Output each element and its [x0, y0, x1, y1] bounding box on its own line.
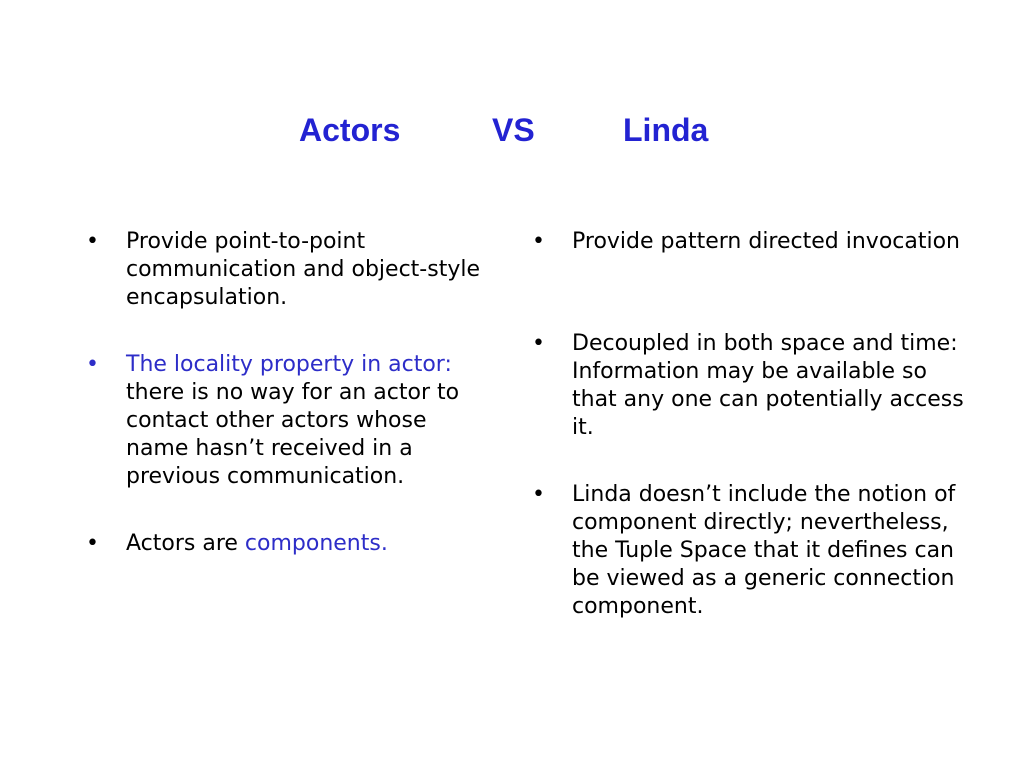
bullet-dot-icon: • — [86, 352, 99, 377]
bullet-dot-icon: • — [532, 229, 545, 254]
title-vs: VS — [492, 112, 535, 148]
bullet-text: there is no way for an actor to contact other actors whose name hasn’t received in a previous communication. — [126, 380, 460, 489]
bullet-dot-icon: • — [532, 331, 545, 356]
bullet-text: Decoupled in both space and time: Information may be available so that any one can potentially access it. — [572, 331, 964, 440]
bullet-accent-text: The locality property in actor: — [126, 352, 452, 377]
bullet-text: Linda doesn’t include the notion of component directly; nevertheless, the Tuple Space that it defines can be viewed as a generic connection component. — [572, 482, 956, 619]
title-actors: Actors — [299, 112, 401, 148]
bullet-accent-text: components. — [244, 531, 388, 556]
bullet-text: Provide point-to-point communication and object-style encapsulation. — [126, 229, 480, 310]
linda-bullet-1 — [532, 228, 972, 256]
bullet-text: Actors are — [126, 531, 245, 556]
actors-bullet-3 — [86, 530, 486, 558]
linda-bullet-3 — [532, 481, 972, 621]
slide-title — [0, 112, 1024, 156]
actors-column — [86, 228, 486, 558]
bullet-dot-icon: • — [532, 482, 545, 507]
title-linda: Linda — [623, 112, 709, 148]
bullet-dot-icon: • — [86, 531, 99, 556]
actors-bullet-1 — [86, 228, 486, 312]
linda-bullet-2 — [532, 330, 972, 442]
linda-column — [532, 228, 972, 621]
bullet-text: Provide pattern directed invocation — [572, 229, 960, 254]
bullet-dot-icon: • — [86, 229, 99, 254]
actors-bullet-2 — [86, 351, 486, 491]
